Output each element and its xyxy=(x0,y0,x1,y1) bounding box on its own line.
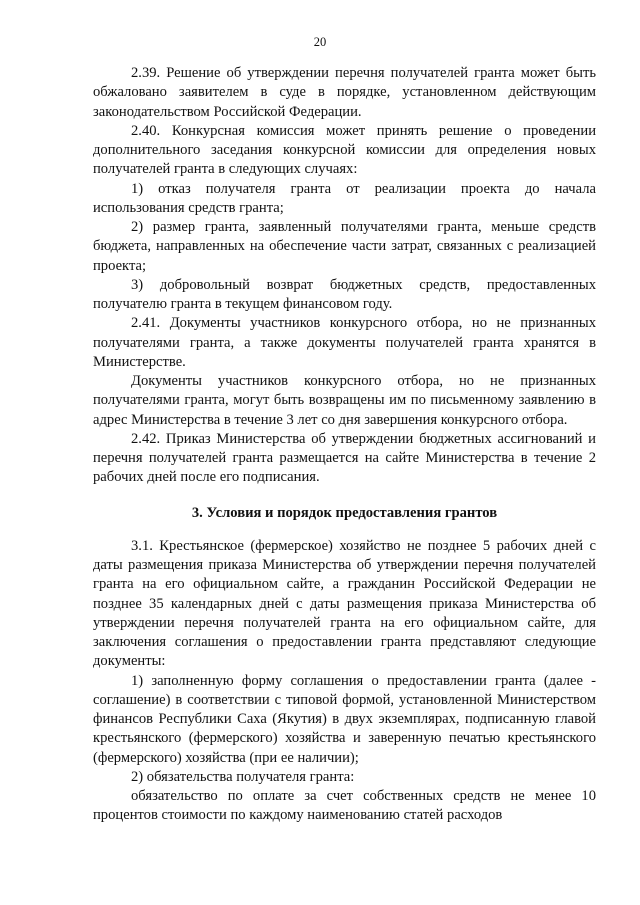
list-item-grant-size: 2) размер гранта, заявленный получателями гранта, меньше средств бюджета, направленных на обеспечение части затрат, связанных с реализацией проекта; xyxy=(93,219,596,274)
paragraph-2-40: 2.40. Конкурсная комиссия может принять решение о проведении дополнительного заседания конкурсной комиссии для определения новых получателей гранта в следующих случаях: xyxy=(93,122,596,178)
paragraph-2-39: 2.39. Решение об утверждении перечня получателей гранта может быть обжаловано заявителем в суде в порядке, установленном действующим законодательством Российской Федерации. xyxy=(93,65,596,120)
paragraph-3-1: 3.1. Крестьянское (фермерское) хозяйство не позднее 5 рабочих дней с даты размещения приказа Министерства об утверждении перечня получателей гранта на его официальном сайте, а гражданин Российской Федерации не позднее 35 календарных дней с даты размещения приказа Министерства об утверждении перечня получателей гранта на его официальном сайте, для заключения соглашения о предоставлении гранта представляют следующие документы: xyxy=(93,537,596,670)
list-item-agreement-form: 1) заполненную форму соглашения о предоставлении гранта (далее - соглашение) в соответствии с типовой формой, установленной Министерством финансов Республики Саха (Якутия) в двух экземплярах, подписанную главой крестьянского (фермерского) хозяйства и заверенную печатью крестьянского (фермерского) хозяйства (при ее наличии); xyxy=(93,672,596,766)
paragraph-obligation-payment: обязательство по оплате за счет собственных средств не менее 10 процентов стоимости по каждому наименованию статей расходов xyxy=(93,788,596,824)
section-heading: 3. Условия и порядок предоставления грантов xyxy=(191,504,498,521)
document-body xyxy=(93,64,596,826)
page-number: 20 xyxy=(313,35,327,49)
list-item-obligations: 2) обязательства получателя гранта: xyxy=(131,768,355,785)
list-item-voluntary-return: 3) добровольный возврат бюджетных средств, предоставленных получателю гранта в текущем финансовом году. xyxy=(93,276,596,312)
paragraph-2-41: 2.41. Документы участников конкурсного отбора, но не признанных получателями гранта, а также документы получателей гранта хранятся в Министерстве. xyxy=(93,315,596,370)
paragraph-documents-return: Документы участников конкурсного отбора, но не признанных получателями гранта, могут быть возвращены им по письменному заявлению в адрес Министерства в течение 3 лет со дня завершения конкурсного отбора. xyxy=(93,373,596,428)
paragraph-2-42: 2.42. Приказ Министерства об утверждении бюджетных ассигнований и перечня получателей гранта размещается на сайте Министерства в течение 2 рабочих дней после его подписания. xyxy=(93,430,596,486)
list-item-refusal: 1) отказ получателя гранта от реализации проекта до начала использования средств гранта; xyxy=(93,180,596,216)
